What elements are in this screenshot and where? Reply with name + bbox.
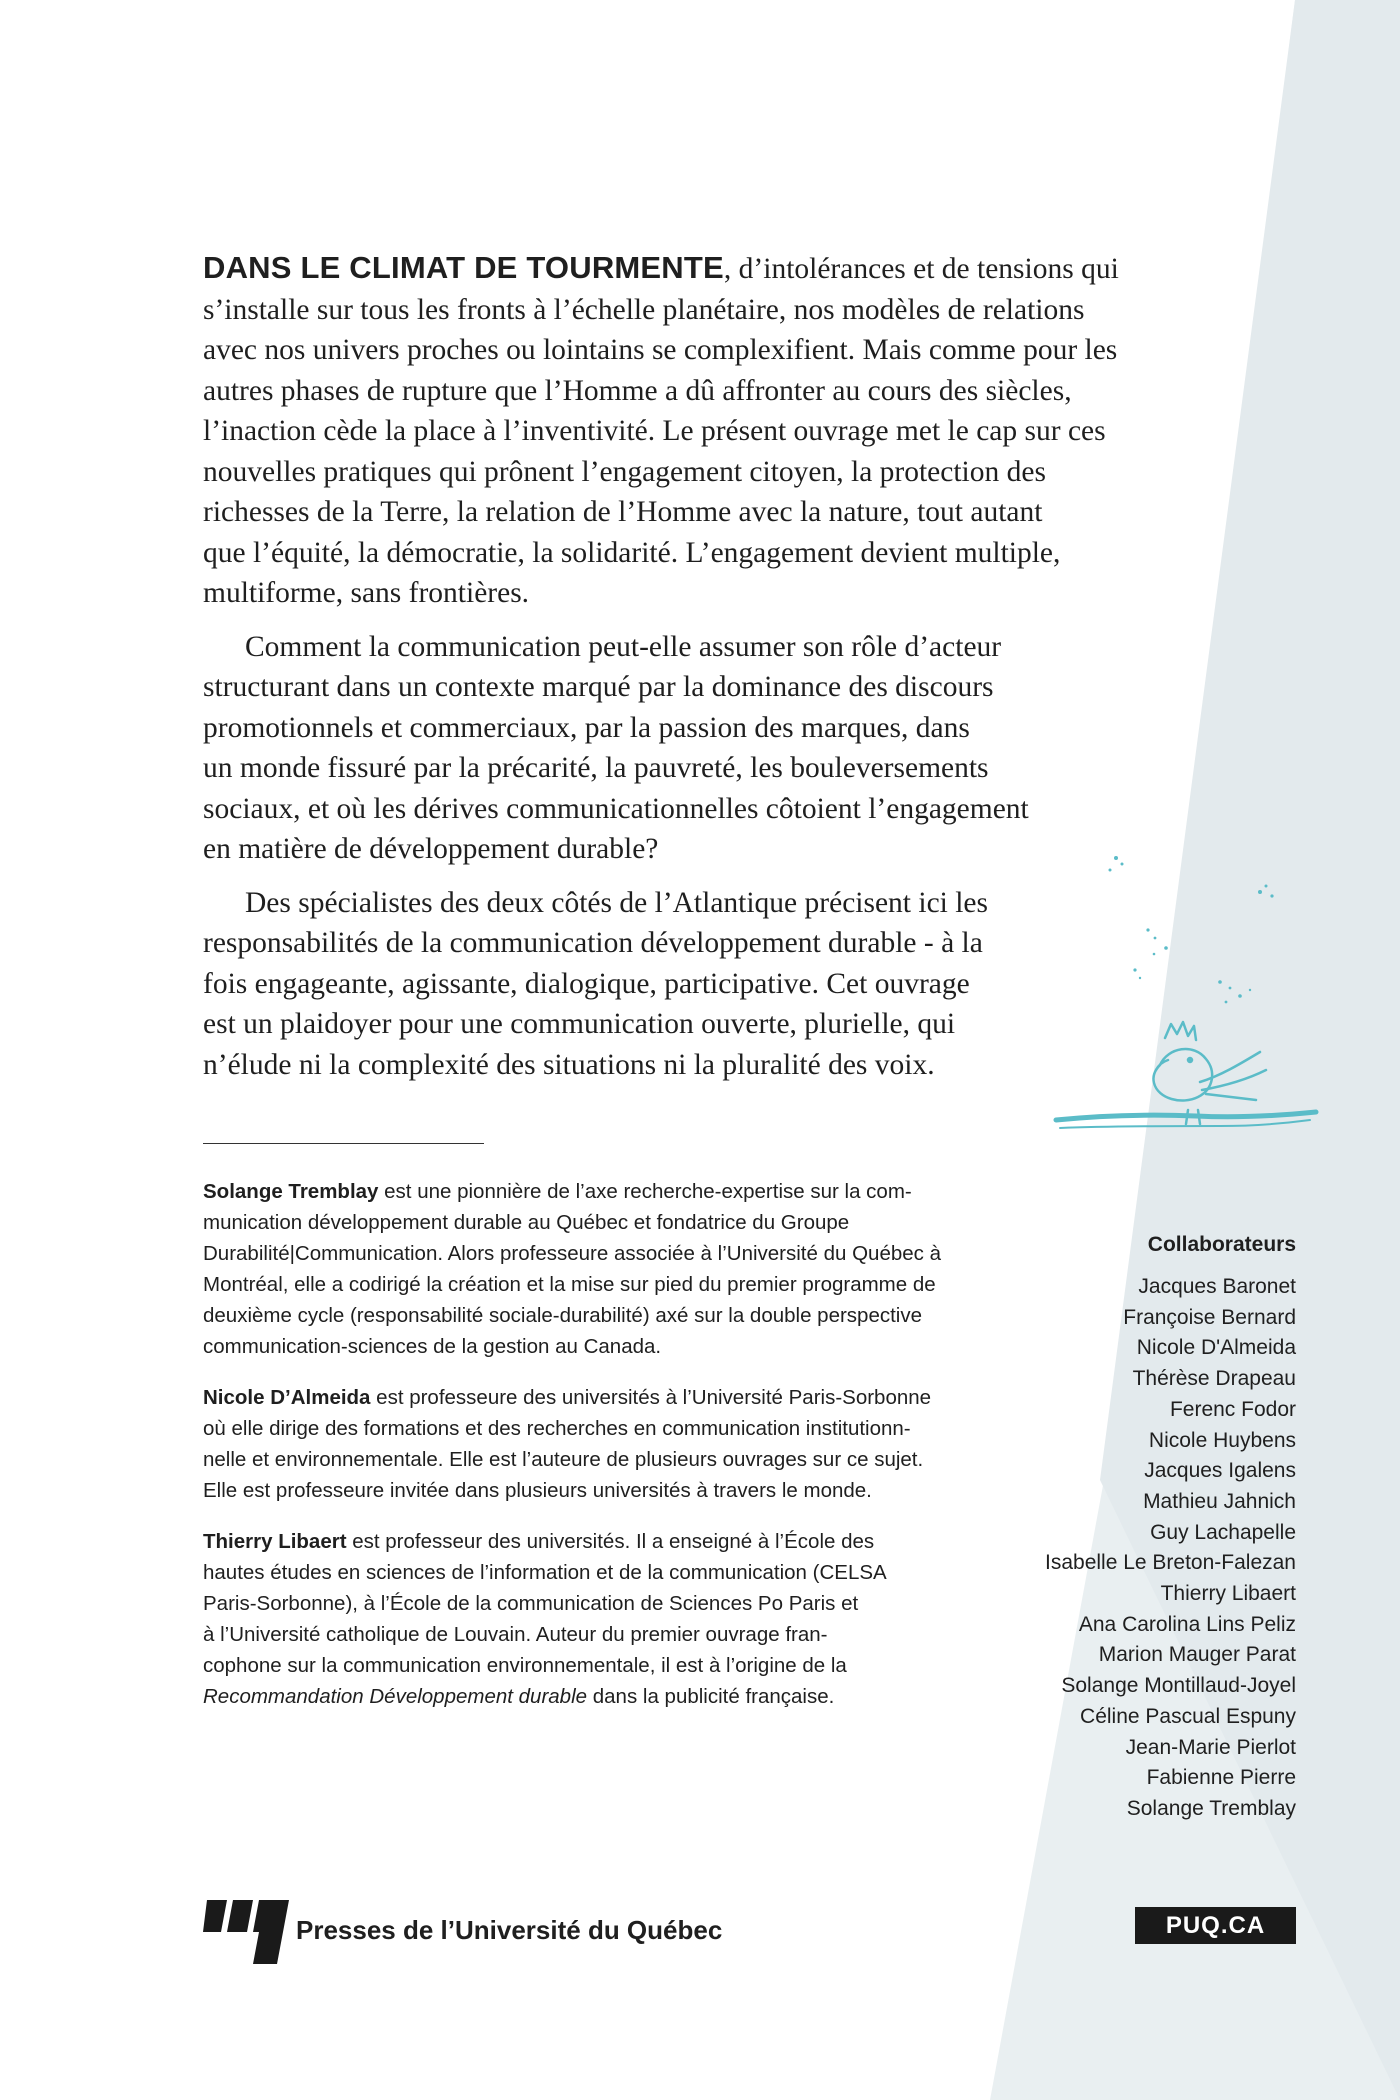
text-line: richesses de la Terre, la relation de l’Homme avec la nature, tout autant (203, 496, 1043, 528)
collaborator-name: Solange Tremblay (1126, 1796, 1296, 1820)
collaborator-name: Jacques Baronet (1138, 1275, 1296, 1298)
text-line: est un plaidoyer pour une communication ouverte, plurielle, qui (203, 1008, 956, 1040)
author-bios (203, 1176, 963, 1732)
author-name: Nicole D’Almeida (203, 1386, 371, 1409)
collaborator-name: Ferenc Fodor (1169, 1397, 1296, 1421)
publisher-name: Presses de l’Université du Québec (296, 1915, 723, 1945)
collaborator-name: Céline Pascual Espuny (1080, 1704, 1296, 1728)
bio-libaert: Thierry Libaert est professeur des universités. Il a enseigné à l’École des hautes études en sciences de l’information et de la communication (CELSA Paris-Sorbonne), à l’École de la communication de Sciences Po Paris et à l’Université catholique de Louvain. Auteur du premier ouvrage fran- cophone sur la communication environnementale, il est à l’origine de la Recommandation Développement durable dans la publicité française. (203, 1530, 887, 1708)
collaborator-name: Mathieu Jahnich (1143, 1489, 1296, 1513)
text-line: sociaux, et où les dérives communicationnelles côtoient l’engagement (203, 792, 1029, 825)
text-line: avec nos univers proches ou lointains se complexifient. Mais comme pour les (203, 334, 1118, 366)
collaborator-name: Thérèse Drapeau (1132, 1367, 1296, 1391)
text-line: promotionnels et commerciaux, par la passion des marques, dans (203, 711, 970, 744)
text-line: autres phases de rupture que l’Homme a dû affronter au cours des siècles, (203, 374, 1072, 407)
collaborator-name: Jean-Marie Pierlot (1125, 1735, 1296, 1759)
bio-tremblay: Solange Tremblay est une pionnière de l’axe recherche-expertise sur la com- munication développement durable au Québec et fondatrice du Groupe Durabilité|Communication. Alors professeure associée à l’Université du Québec à Montréal, elle a codirigé la création et la mise sur pied du premier programme de deuxième cycle (responsabilité sociale-durabilité) axé sur la double perspective communication-sciences de la gestion au Canada. (203, 1180, 941, 1358)
collaborators-list (976, 1230, 1296, 1825)
collaborator-name: Isabelle Le Breton-Falezan (1045, 1551, 1296, 1575)
text-line: Comment la communication peut-elle assumer son rôle d’acteur (245, 630, 1002, 663)
collaborators-heading: Collaborateurs (1147, 1233, 1296, 1256)
text-line: n’élude ni la complexité des situations ni la pluralité des voix. (203, 1048, 935, 1081)
text-line: DANS LE CLIMAT DE TOURMENTE, d’intolérances et de tensions qui (203, 250, 1119, 285)
divider (203, 1143, 484, 1144)
author-name: Thierry Libaert (203, 1530, 347, 1553)
collaborator-name: Fabienne Pierre (1146, 1766, 1296, 1790)
collaborator-name: Thierry Libaert (1160, 1582, 1296, 1606)
text-line: Des spécialistes des deux côtés de l’Atlantique précisent ici les (245, 886, 989, 919)
text-line: nouvelles pratiques qui prônent l’engagement citoyen, la protection des (203, 455, 1046, 488)
text-line: s’installe sur tous les fronts à l’échelle planétaire, nos modèles de relations (203, 293, 1085, 326)
author-name: Solange Tremblay (203, 1180, 379, 1203)
intro-paragraph (203, 248, 1203, 614)
collaborator-name: Françoise Bernard (1123, 1305, 1296, 1329)
question-paragraph (203, 627, 1203, 870)
bio-dalmeida: Nicole D’Almeida est professeure des universités à l’Université Paris-Sorbonne où elle dirige des formations et des recherches en communication institutionn- nelle et environnementale. Elle est l’auteure de plusieurs ouvrages sur ce sujet. Elle est professeure invitée dans plusieurs universités à travers le monde. (203, 1386, 932, 1502)
text-line: responsabilités de la communication développement durable - à la (203, 927, 983, 959)
collaborator-name: Marion Mauger Parat (1098, 1643, 1296, 1667)
collaborator-name: Ana Carolina Lins Peliz (1078, 1612, 1296, 1636)
summary-paragraph (203, 883, 1203, 1086)
lead-phrase: DANS LE CLIMAT DE TOURMENTE (203, 250, 724, 285)
main-text (203, 248, 1203, 1098)
collaborator-name: Guy Lachapelle (1150, 1520, 1296, 1544)
text-line: multiforme, sans frontières. (203, 577, 530, 609)
italic-title: Recommandation Développement durable (203, 1685, 588, 1708)
text-line: l’inaction cède la place à l’inventivité. Le présent ouvrage met le cap sur ces (203, 415, 1106, 447)
collaborator-name: Nicole D'Almeida (1136, 1336, 1296, 1360)
text-line: en matière de développement durable? (203, 833, 659, 865)
collaborator-name: Jacques Igalens (1144, 1459, 1296, 1483)
website-badge[interactable]: PUQ.CA (1135, 1907, 1296, 1944)
collaborator-name: Nicole Huybens (1148, 1428, 1296, 1452)
text-line: que l’équité, la démocratie, la solidarité. L’engagement devient multiple, (203, 536, 1061, 569)
collaborator-name: Solange Montillaud-Joyel (1061, 1674, 1296, 1698)
puq-logo-icon (203, 1898, 289, 1964)
text-line: structurant dans un contexte marqué par la dominance des discours (203, 671, 994, 703)
collaborator-names (976, 1272, 1296, 1825)
text-line: un monde fissuré par la précarité, la pauvreté, les bouleversements (203, 752, 989, 784)
text-line: fois engageante, agissante, dialogique, participative. Cet ouvrage (203, 967, 970, 1000)
